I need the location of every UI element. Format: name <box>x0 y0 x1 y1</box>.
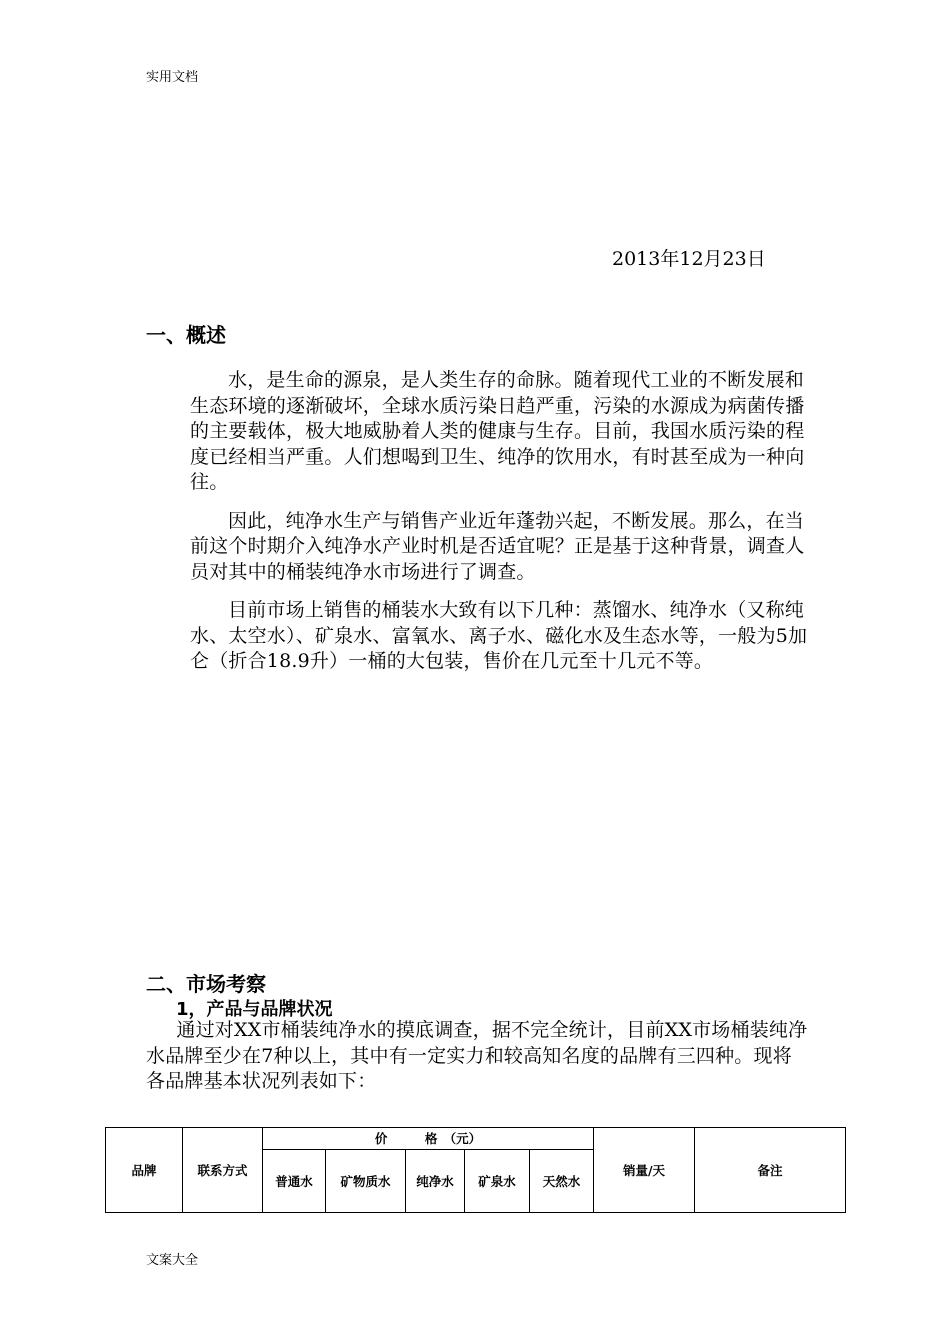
header-label: 实用文档 <box>146 70 199 85</box>
brand-table <box>105 1127 846 1213</box>
price-col-purified: 纯净水 <box>406 1150 465 1213</box>
price-col-mineral: 矿物质水 <box>326 1150 406 1213</box>
section-1-body <box>190 368 822 675</box>
paragraph-1: 水，是生命的源泉，是人类生存的命脉。随着现代工业的不断发展和生态环境的逐渐破坏，全球水质污染日趋严重，污染的水源成为病菌传播的主要载体，极大地威胁着人类的健康与生存。目前，我国水质污染的程度已经相当严重。人们想喝到卫生、纯净的饮用水，有时甚至成为一种向往。 <box>190 369 805 493</box>
price-col-regular: 普通水 <box>263 1150 326 1213</box>
paragraph-3: 目前市场上销售的桶装水大致有以下几种：蒸馏水、纯净水（又称纯水、太空水）、矿泉水、富氧水、离子水、磁化水及生态水等，一般为5加仑（折合18.9升）一桶的大包装，售价在几元至十几元不等。 <box>190 599 808 672</box>
sales-header: 销量/天 <box>594 1128 695 1213</box>
section-1-heading: 一、概述 <box>146 323 226 347</box>
section-2-body <box>146 1018 811 1095</box>
brand-header: 品牌 <box>106 1128 183 1213</box>
remarks-header: 备注 <box>695 1128 846 1213</box>
price-col-spring: 矿泉水 <box>465 1150 530 1213</box>
price-group-header: 价 格 （元） <box>263 1128 594 1150</box>
contact-header: 联系方式 <box>183 1128 263 1213</box>
paragraph-4: 通过对XX市桶装纯净水的摸底调查，据不完全统计，目前XX市场桶装纯净水品牌至少在7种以上，其中有一定实力和较高知名度的品牌有三四种。现将各品牌基本状况列表如下： <box>146 1019 808 1092</box>
document-date: 2013年12月23日 <box>612 248 766 270</box>
section-2-heading: 二、市场考察 <box>146 972 266 996</box>
price-col-natural: 天然水 <box>530 1150 594 1213</box>
paragraph-2: 因此，纯净水生产与销售产业近年蓬勃兴起，不断发展。那么，在当前这个时期介入纯净水产业时机是否适宜呢？正是基于这种背景，调查人员对其中的桶装纯净水市场进行了调查。 <box>190 509 805 583</box>
section-2-subheading: 1，产品与品牌状况 <box>176 999 333 1020</box>
footer-label: 文案大全 <box>146 1253 199 1268</box>
